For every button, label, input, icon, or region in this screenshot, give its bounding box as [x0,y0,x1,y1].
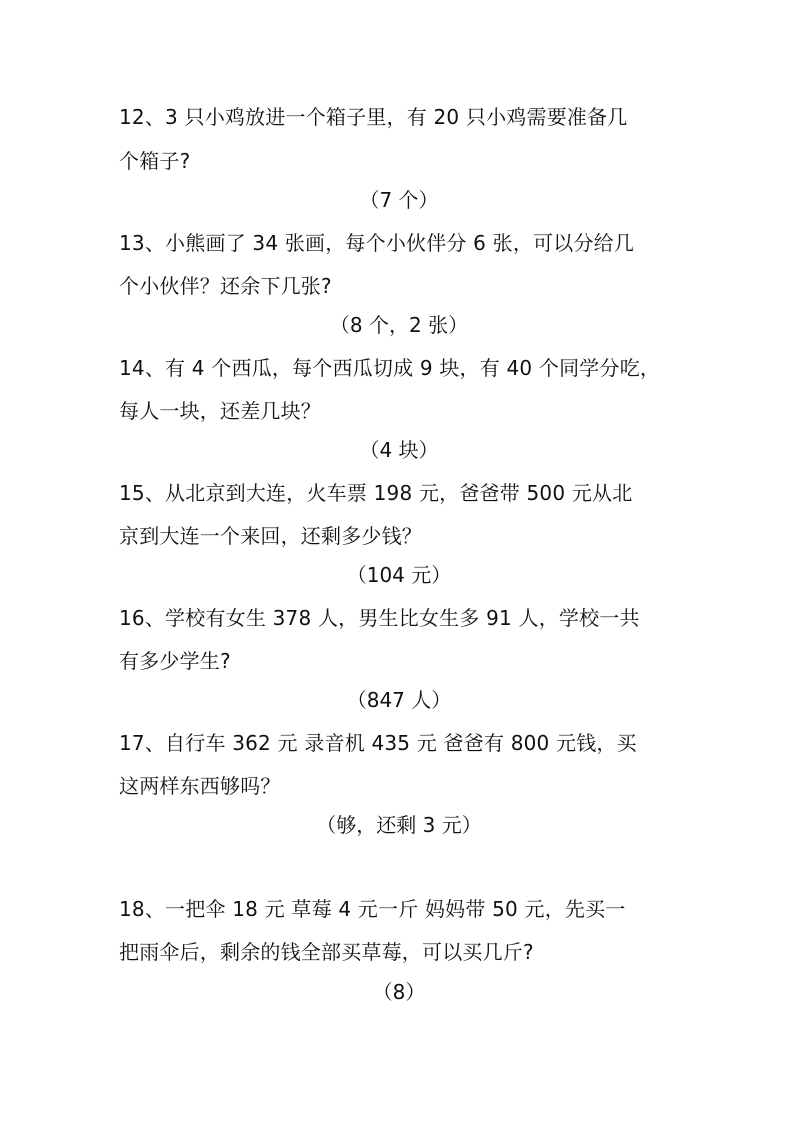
problem-13-answer: （8 个，2 张） [329,313,469,337]
problem-12-line-1: 12、3 只小鸡放进一个箱子里，有 20 只小鸡需要准备几 [119,105,628,129]
problem-16-answer: （847 人） [346,688,452,712]
problem-12-line-2: 个箱子? [119,149,191,173]
problem-18-line-1: 18、一把伞 18 元 草莓 4 元一斤 妈妈带 50 元，先买一 [119,897,626,921]
problem-17-line-2: 这两样东西够吗？ [119,774,281,798]
problem-15-line-2: 京到大连一个来回，还剩多少钱？ [119,524,422,548]
problem-13-line-2: 个小伙伴？还余下几张? [119,274,332,298]
problem-14-line-1: 14、有 4 个西瓜，每个西瓜切成 9 块，有 40 个同学分吃， [119,356,661,380]
problem-16-line-2: 有多少学生? [119,649,231,673]
problem-15-answer: （104 元） [346,563,452,587]
problem-18-line-2: 把雨伞后，剩余的钱全部买草莓，可以买几斤? [119,940,534,964]
problem-15-line-1: 15、从北京到大连，火车票 198 元，爸爸带 500 元从北 [119,481,633,505]
problem-12-answer: （7 个） [359,188,439,212]
problem-14-answer: （4 块） [359,438,439,462]
problem-14-line-2: 每人一块，还差几块？ [119,399,321,423]
problem-18-answer: （8） [372,980,426,1004]
problem-17-answer: （够，还剩 3 元） [316,813,482,837]
problem-16-line-1: 16、学校有女生 378 人，男生比女生多 91 人，学校一共 [119,606,640,630]
problem-17-line-1: 17、自行车 362 元 录音机 435 元 爸爸有 800 元钱，买 [119,731,637,755]
problem-13-line-1: 13、小熊画了 34 张画，每个小伙伴分 6 张，可以分给几 [119,231,635,255]
